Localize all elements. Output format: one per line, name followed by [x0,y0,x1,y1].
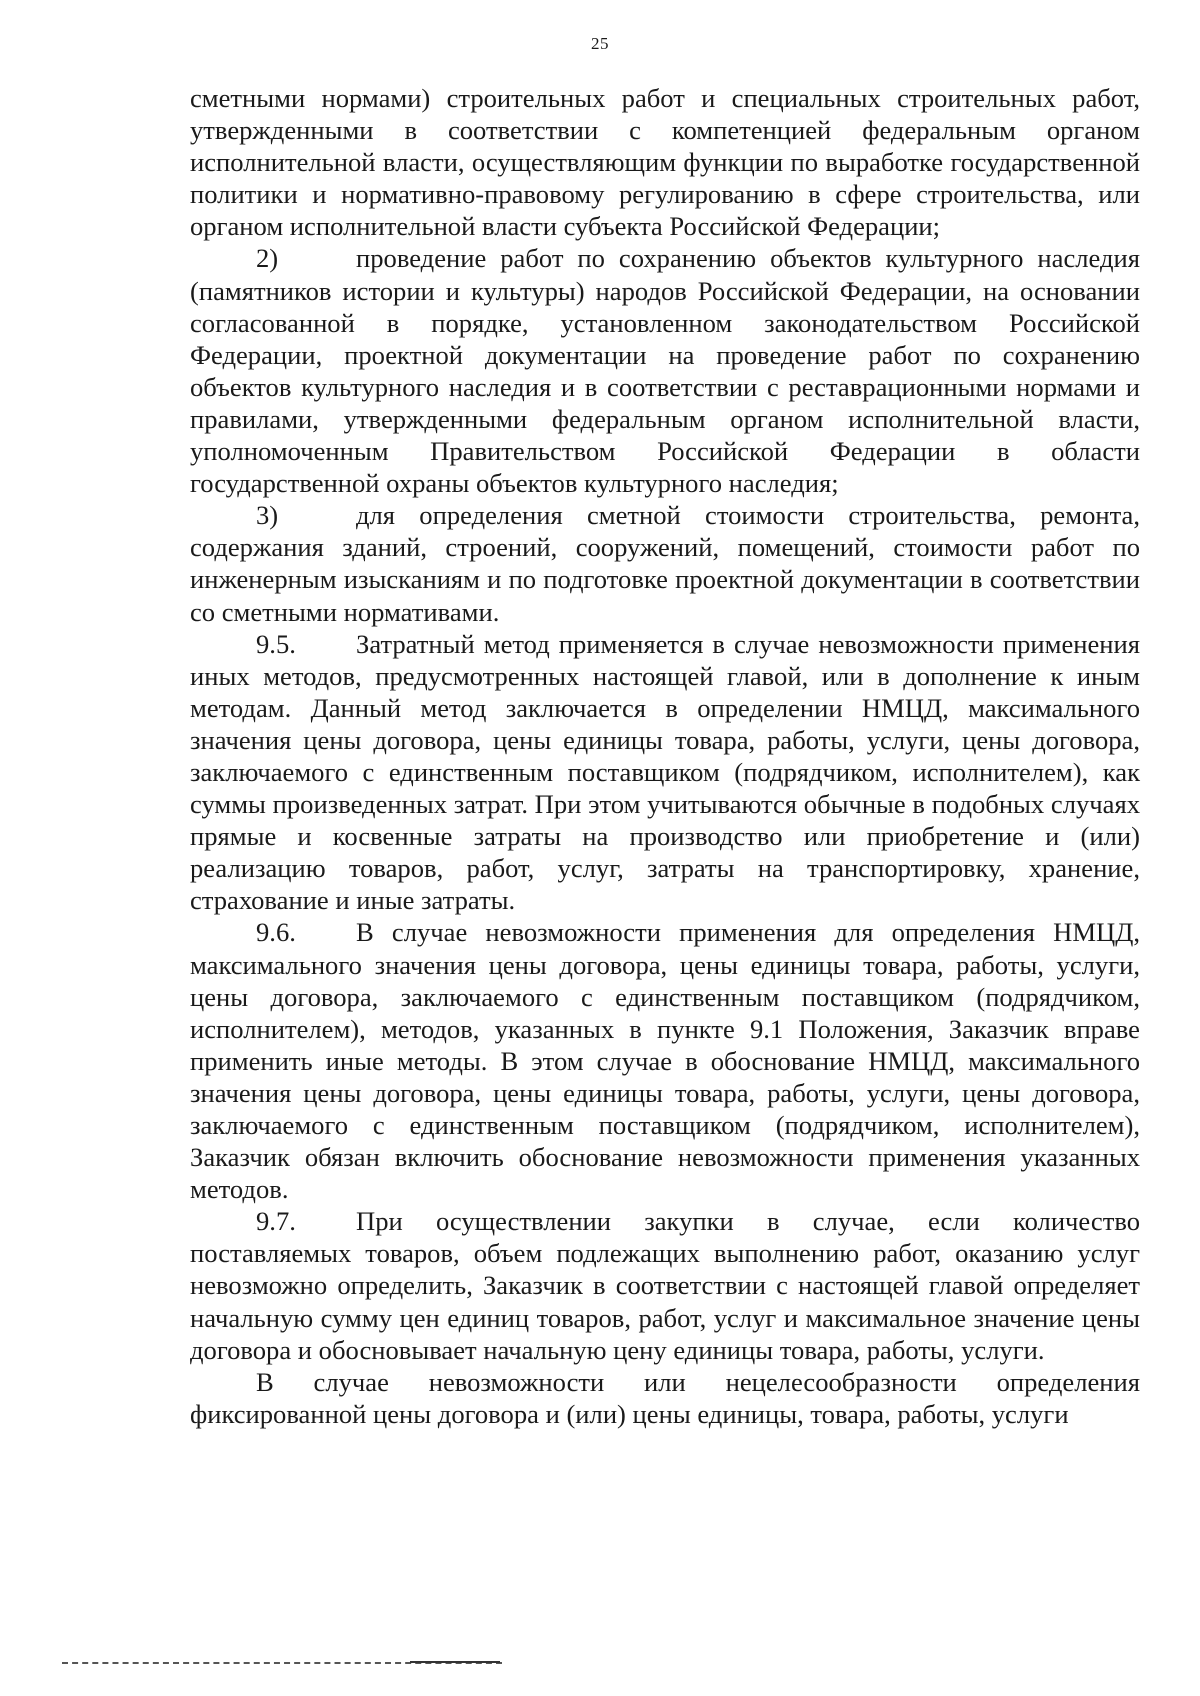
paragraph-text: проведение работ по сохранению объектов культурного наследия (памятников истории и культуры) народов Российской Федерации, на основании согласованной в порядке, установленном законодательством Российской Федерации, проектной документации на проведение работ по сохранению объектов культурного наследия и в соответствии с реставрационными нормами и правилами, утвержденными федеральным органом исполнительной власти, уполномоченным Правительством Российской Федерации в области государственной охраны объектов культурного наследия; [190,243,1140,499]
paragraph-text: В случае невозможности или нецелесообразности определения фиксированной цены договора и (или) цены единицы, товара, работы, услуги [190,1366,1140,1429]
list-item-number: 2) [256,243,279,274]
document-body [190,82,1140,1430]
list-item-2 [190,242,1140,499]
footer-separator-line-solid [410,1661,500,1663]
clause-number: 9.5. [256,628,296,659]
paragraph-text: для определения сметной стоимости строительства, ремонта, содержания зданий, строений, сооружений, помещений, стоимости работ по инженерным изысканиям и по подготовке проектной документации в соответствии со сметными нормативами. [190,500,1140,627]
paragraph-text: Затратный метод применяется в случае невозможности применения иных методов, предусмотренных настоящей главой, или в дополнение к иным методам. Данный метод заключается в определении НМЦД, максимального значения цены договора, цены единицы товара, работы, услуги, цены договора, заключаемого с единственным поставщиком (подрядчиком, исполнителем), как суммы произведенных затрат. При этом учитываются обычные в подобных случаях прямые и косвенные затраты на производство или приобретение и (или) реализацию товаров, работ, услуг, затраты на транспортировку, хранение, страхование и иные затраты. [190,628,1140,916]
paragraph-text: При осуществлении закупки в случае, если количество поставляемых товаров, объем подлежащих выполнению работ, оказанию услуг невозможно определить, Заказчик в соответствии с настоящей главой определяет начальную сумму цен единиц товаров, работ, услуг и максимальное значение цены договора и обосновывает начальную цену единицы товара, работы, услуги. [190,1206,1140,1365]
paragraph-trailing [190,1366,1140,1430]
clause-9-7 [190,1205,1140,1365]
clause-9-6 [190,916,1140,1205]
paragraph-continuation [190,82,1140,242]
clause-number: 9.6. [256,917,296,948]
clause-number: 9.7. [256,1206,296,1237]
list-item-3 [190,499,1140,627]
page-number: 25 [591,34,609,53]
paragraph-text: сметными нормами) строительных работ и специальных строительных работ, утвержденными в соответствии с компетенцией федеральным органом исполнительной власти, осуществляющим функции по выработке государственной политики и нормативно-правовому регулированию в сфере строительства, или органом исполнительной власти субъекта Российской Федерации; [190,83,1140,242]
list-item-number: 3) [256,500,279,531]
clause-9-5 [190,628,1140,917]
paragraph-text: В случае невозможности применения для определения НМЦД, максимального значения цены договора, цены единицы товара, работы, услуги, цены договора, заключаемого с единственным поставщиком (подрядчиком, исполнителем), методов, указанных в пункте 9.1 Положения, Заказчик вправе применить иные методы. В этом случае в обоснование НМЦД, максимального значения цены договора, цены единицы товара, работы, услуги, цены договора, заключаемого с единственным поставщиком (подрядчиком, исполнителем), Заказчик обязан включить обоснование невозможности применения указанных методов. [190,917,1140,1205]
